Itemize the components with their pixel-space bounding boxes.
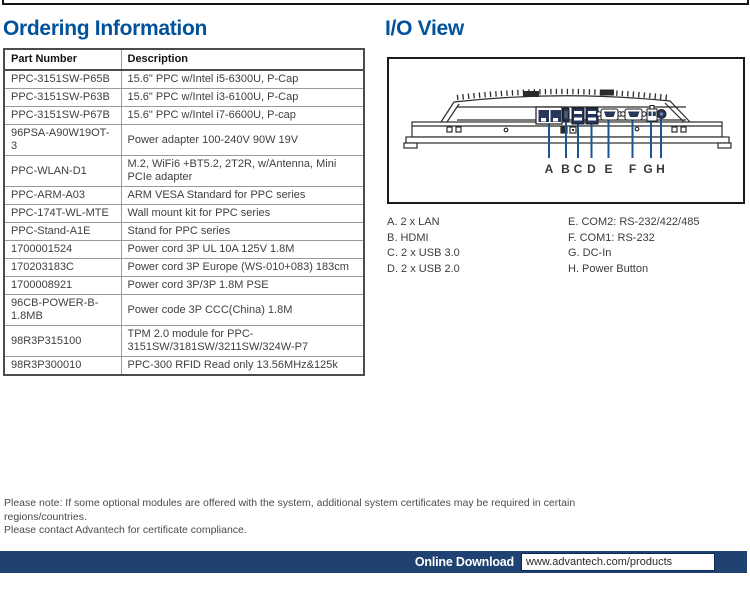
part-number-cell: PPC-WLAN-D1 — [4, 156, 121, 187]
list-item: E. COM2: RS-232/422/485 — [568, 216, 700, 228]
download-url-link[interactable]: www.advantech.com/products — [521, 553, 715, 571]
table-row — [4, 295, 364, 326]
vent-hole — [447, 127, 452, 132]
io-diagram — [387, 57, 745, 204]
part-number-cell: 170203183C — [4, 259, 121, 277]
table-row — [4, 223, 364, 241]
table-row — [4, 205, 364, 223]
list-item: A. 2 x LAN — [387, 216, 440, 228]
description-cell: M.2, WiFi6 +BT5.2, 2T2R, w/Antenna, Mini PCIe adapter — [121, 156, 364, 187]
part-number-cell: 98R3P315100 — [4, 326, 121, 357]
column-header-description: Description — [121, 49, 364, 70]
port-letter-c: C — [573, 162, 583, 176]
part-number-cell: 98R3P300010 — [4, 357, 121, 376]
list-item: G. DC-In — [568, 247, 612, 259]
port-letter-h: H — [656, 162, 665, 176]
mount-foot — [404, 143, 417, 148]
screw — [635, 127, 639, 131]
table-row — [4, 357, 364, 376]
part-number-cell: 96CB-POWER-B-1.8MB — [4, 295, 121, 326]
description-cell: TPM 2.0 module for PPC-3151SW/3181SW/3211SW/324W-P7 — [121, 326, 364, 357]
list-item: C. 2 x USB 3.0 — [387, 247, 460, 259]
part-number-cell: PPC-ARM-A03 — [4, 187, 121, 205]
table-row — [4, 156, 364, 187]
screw — [504, 128, 508, 132]
table-row — [4, 107, 364, 125]
note-line: Please contact Advantech for certificate compliance. — [4, 524, 247, 536]
fin-block — [523, 91, 539, 97]
table-row — [4, 70, 364, 89]
port-letter-b: B — [561, 162, 570, 176]
io-port-list-left — [387, 215, 460, 277]
com1-port-icon — [621, 109, 646, 120]
table-row — [4, 259, 364, 277]
description-cell: Power cord 3P Europe (WS-010+083) 183cm — [121, 259, 364, 277]
power-button-icon — [657, 110, 666, 119]
ordering-table — [3, 48, 365, 376]
description-cell: ARM VESA Standard for PPC series — [121, 187, 364, 205]
table-row — [4, 125, 364, 156]
com2-port-icon — [597, 109, 622, 120]
fin-block — [600, 90, 614, 96]
certificate-note — [4, 497, 624, 538]
table-row — [4, 241, 364, 259]
list-item: D. 2 x USB 2.0 — [387, 262, 460, 275]
table-row — [4, 326, 364, 357]
part-number-cell: 1700008921 — [4, 277, 121, 295]
note-line: Please note: If some optional modules are offered with the system, additional system certificates may be required in certain regions/countries. — [4, 497, 576, 523]
description-cell: 15.6" PPC w/Intel i5-6300U, P-Cap — [121, 70, 364, 89]
usb2-port-icon — [586, 108, 598, 124]
part-number-cell: PPC-Stand-A1E — [4, 223, 121, 241]
part-number-cell: PPC-3151SW-P67B — [4, 107, 121, 125]
port-letter-d: D — [587, 162, 596, 176]
description-cell: Stand for PPC series — [121, 223, 364, 241]
port-letter-g: G — [643, 162, 653, 176]
part-number-cell: 1700001524 — [4, 241, 121, 259]
list-item: F. COM1: RS-232 — [568, 231, 655, 244]
mount-foot — [718, 143, 731, 148]
description-cell: Power adapter 100-240V 90W 19V — [121, 125, 364, 156]
part-number-cell: 96PSA-A90W19OT-3 — [4, 125, 121, 156]
lan-port-icon — [536, 107, 562, 124]
table-row — [4, 277, 364, 295]
previous-section-frame-cut — [2, 0, 749, 5]
part-number-cell: PPC-3151SW-P63B — [4, 89, 121, 107]
usb3-port-icon — [572, 108, 584, 124]
part-number-cell: PPC-3151SW-P65B — [4, 70, 121, 89]
part-number-cell: PPC-174T-WL-MTE — [4, 205, 121, 223]
description-cell: Wall mount kit for PPC series — [121, 205, 364, 223]
list-item: B. HDMI — [387, 231, 429, 244]
port-letter-a: A — [544, 162, 554, 176]
io-view-title: I/O View — [385, 17, 464, 40]
description-cell: 15.6" PPC w/Intel i7-6600U, P-cap — [121, 107, 364, 125]
list-item: H. Power Button — [568, 262, 649, 275]
description-cell: 15.6" PPC w/Intel i3-6100U, P-Cap — [121, 89, 364, 107]
port-letter-f: F — [628, 162, 637, 176]
description-cell: Power cord 3P/3P 1.8M PSE — [121, 277, 364, 295]
description-cell: PPC-300 RFID Read only 13.56MHz&125k — [121, 357, 364, 376]
port-letter-e: E — [604, 162, 613, 176]
description-cell: Power cord 3P UL 10A 125V 1.8M — [121, 241, 364, 259]
table-row — [4, 89, 364, 107]
description-cell: Power code 3P CCC(China) 1.8M — [121, 295, 364, 326]
online-download-label: Online Download — [414, 555, 514, 569]
table-row — [4, 187, 364, 205]
vent-hole — [681, 127, 686, 132]
vent-hole — [456, 127, 461, 132]
online-download-banner — [0, 551, 747, 573]
column-header-part-number: Part Number — [4, 49, 121, 70]
vent-hole — [672, 127, 677, 132]
io-port-list-right — [568, 215, 699, 277]
table-header-row — [4, 49, 364, 70]
ordering-information-title: Ordering Information — [3, 17, 208, 40]
hdmi-port-icon — [563, 108, 569, 121]
